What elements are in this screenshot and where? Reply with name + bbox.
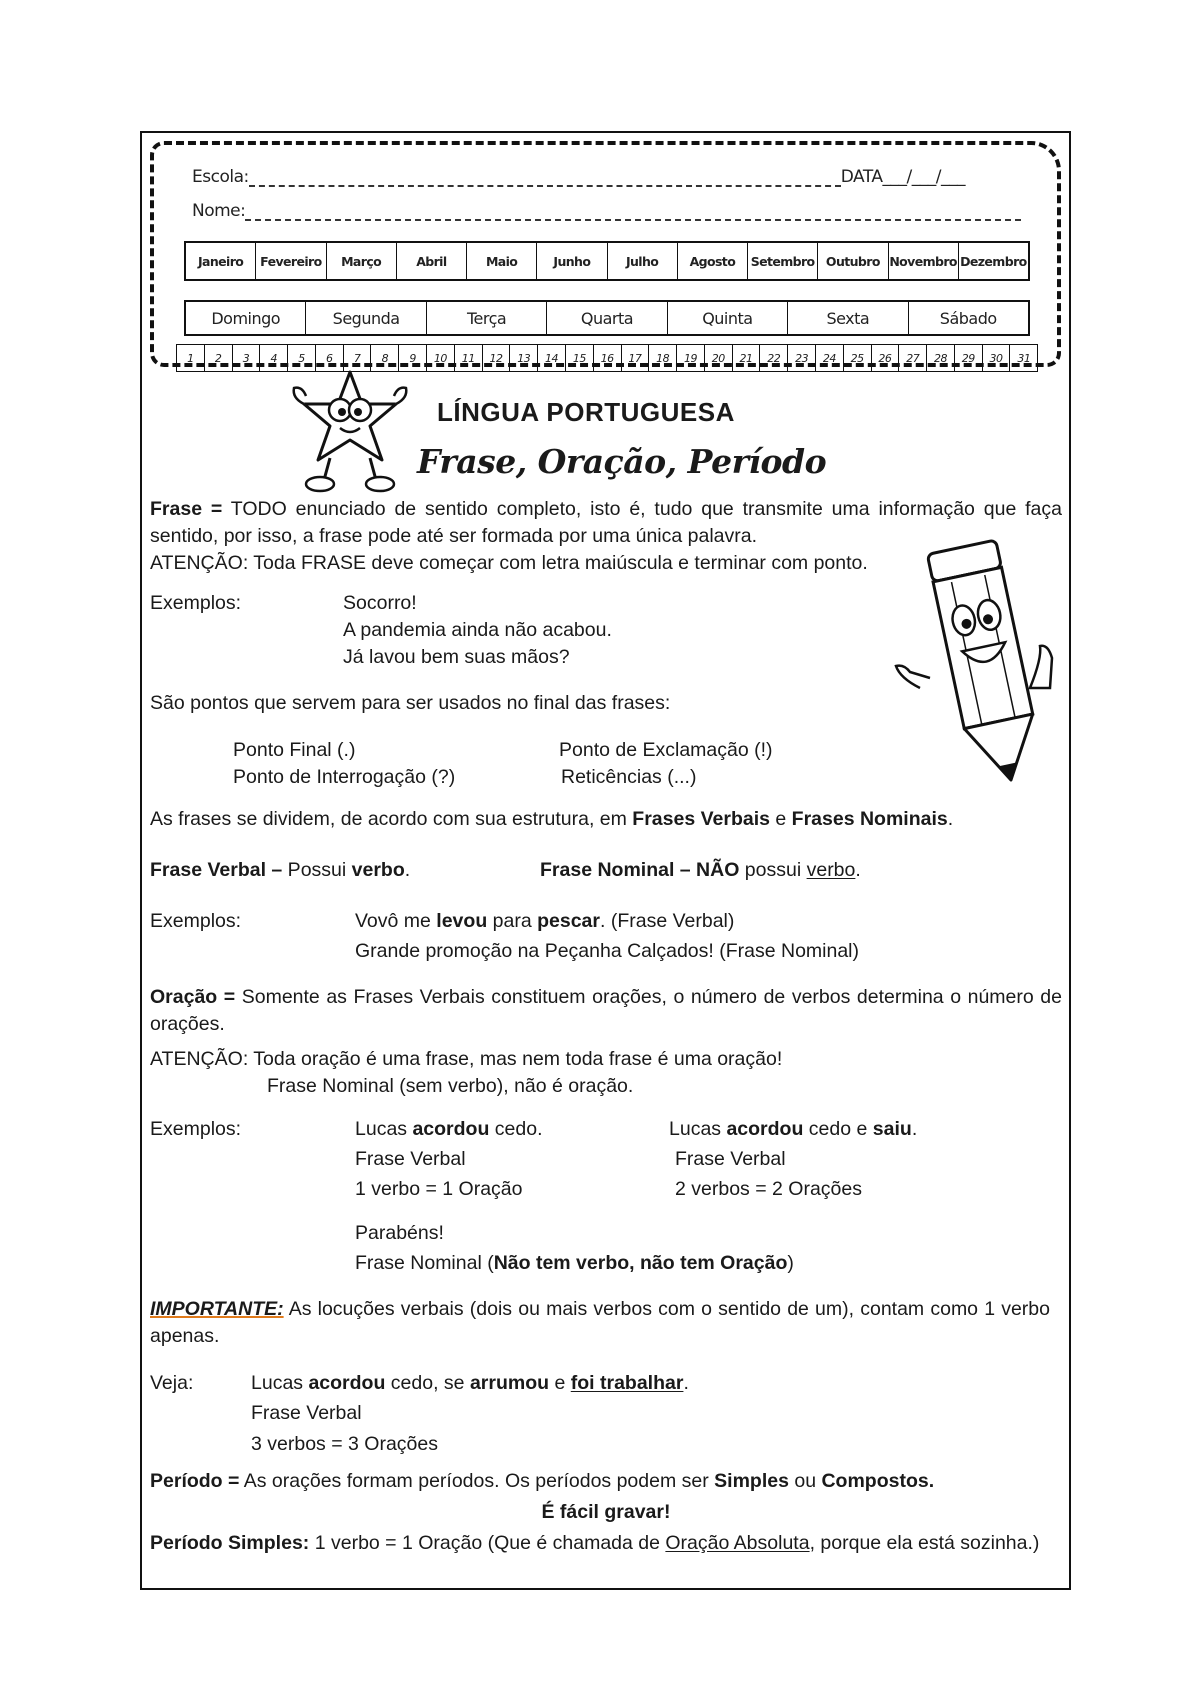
frase-verbal-term: Frase Verbal – xyxy=(150,859,283,881)
importante-note xyxy=(150,1296,1050,1350)
points-intro: São pontos que servem para ser usados no final das frases: xyxy=(150,692,671,714)
point-ellipsis: Reticências (...) xyxy=(561,766,697,788)
periodo-simples-oracao-absoluta: Oração Absoluta xyxy=(665,1532,810,1554)
veja-example-e: e xyxy=(549,1372,571,1394)
frase-verbal-verbo: verbo xyxy=(351,859,405,881)
frase-nominal-end: . xyxy=(855,859,861,881)
veja-label: Veja: xyxy=(150,1372,194,1394)
weekday-cell-2: Segunda xyxy=(306,302,426,334)
day-cell-25: 25 xyxy=(844,345,872,371)
frase-example-2: A pandemia ainda não acabou. xyxy=(343,619,612,641)
day-cell-24: 24 xyxy=(816,345,844,371)
oracao-example-1-verb: acordou xyxy=(412,1118,490,1140)
types-example-1-verb: levou xyxy=(436,910,488,932)
frase-definition xyxy=(150,496,1062,550)
name-line xyxy=(192,201,1021,221)
oracao-definition-text: Somente as Frases Verbais constituem orações, o número de verbos determina o número de orações. xyxy=(150,986,1062,1035)
day-cell-20: 20 xyxy=(705,345,733,371)
day-cell-1: 1 xyxy=(177,345,205,371)
oracao-definition xyxy=(150,984,1062,1038)
weekday-cell-7: Sábado xyxy=(939,308,997,328)
school-fill-line xyxy=(249,185,841,187)
periodo-term: Período = xyxy=(150,1470,240,1492)
day-cell-29: 29 xyxy=(955,345,983,371)
day-cell-3: 3 xyxy=(233,345,261,371)
oracao-example-3-type-a: Frase Nominal ( xyxy=(355,1252,494,1274)
veja-example-a: Lucas xyxy=(251,1372,309,1394)
frase-definition-text: TODO enunciado de sentido completo, isto é, tudo que transmite uma informação que faça sentido, por isso, a frase pode até ser formada por uma única palavra. xyxy=(150,498,1063,547)
month-cell-11: Novembro xyxy=(889,243,959,279)
types-example-1-a: Vovô me xyxy=(355,910,437,932)
oracao-example-2-verb: acordou xyxy=(726,1118,804,1140)
oracao-example-2-count: 2 verbos = 2 Orações xyxy=(675,1178,862,1200)
day-cell-19: 19 xyxy=(677,345,705,371)
frase-nominal-text: possui xyxy=(739,859,807,881)
point-exclamation: Ponto de Exclamação (!) xyxy=(559,739,773,761)
frase-example-1: Socorro! xyxy=(343,592,417,614)
periodo-simples-term: Período Simples: xyxy=(150,1532,310,1554)
name-label: Nome: xyxy=(192,201,246,221)
oracao-attention-1: ATENÇÃO: Toda oração é uma frase, mas nem toda frase é uma oração! xyxy=(150,1048,783,1070)
day-cell-16: 16 xyxy=(594,345,622,371)
frase-example-3: Já lavou bem suas mãos? xyxy=(343,646,570,668)
day-cell-22: 22 xyxy=(760,345,788,371)
day-cell-17: 17 xyxy=(622,345,650,371)
frase-verbal-text: Possui xyxy=(282,859,352,881)
weekday-cell-6: Sexta xyxy=(788,302,908,334)
frase-nominal-verbo: verbo xyxy=(806,859,856,881)
oracao-attention-2: Frase Nominal (sem verbo), não é oração. xyxy=(267,1075,634,1097)
day-cell-28: 28 xyxy=(927,345,955,371)
oracao-example-1-c: cedo. xyxy=(489,1118,543,1140)
veja-example-count: 3 verbos = 3 Orações xyxy=(251,1433,438,1455)
frase-nominal-term: Frase Nominal – NÃO xyxy=(540,859,740,881)
day-cell-7: 7 xyxy=(344,345,372,371)
periodo-simples-definition xyxy=(150,1530,1062,1557)
pencil-mascot-illustration xyxy=(890,538,1060,808)
types-intro-text: As frases se dividem, de acordo com sua estrutura, em xyxy=(150,808,633,830)
oracao-example-2-verb-2: saiu xyxy=(872,1118,912,1140)
months-row xyxy=(184,241,1030,281)
types-example-1 xyxy=(355,908,734,935)
day-cell-11: 11 xyxy=(455,345,483,371)
oracao-example-3-type-c: ) xyxy=(787,1252,794,1274)
oracao-example-1-count: 1 verbo = 1 Oração xyxy=(355,1178,523,1200)
month-cell-6: Junho xyxy=(537,243,607,279)
day-cell-23: 23 xyxy=(788,345,816,371)
types-intro-end: . xyxy=(947,808,954,830)
oracao-example-3-type xyxy=(355,1250,794,1277)
point-final: Ponto Final (.) xyxy=(233,739,356,761)
weekday-cell-4: Quarta xyxy=(547,302,667,334)
veja-example-end: . xyxy=(683,1372,689,1394)
day-cell-26: 26 xyxy=(872,345,900,371)
importante-text: As locuções verbais (dois ou mais verbos com o sentido de um), contam como 1 verbo apenas. xyxy=(150,1298,1050,1347)
date-label: DATA___/___/___ xyxy=(840,167,965,187)
oracao-example-3-type-bold: Não tem verbo, não tem Oração xyxy=(493,1252,788,1274)
periodo-tip: É fácil gravar! xyxy=(541,1501,671,1523)
day-cell-21: 21 xyxy=(733,345,761,371)
month-cell-12: Dezembro xyxy=(960,253,1027,269)
weekday-cell-3: Terça xyxy=(427,302,547,334)
day-cell-12: 12 xyxy=(483,345,511,371)
point-interrogation: Ponto de Interrogação (?) xyxy=(233,766,456,788)
periodo-simples-c: , porque ela está sozinha.) xyxy=(809,1532,1040,1554)
day-cell-30: 30 xyxy=(983,345,1011,371)
topic-title: Frase, Oração, Período xyxy=(417,442,827,481)
oracao-examples-label: Exemplos: xyxy=(150,1118,242,1140)
types-intro xyxy=(150,806,953,833)
oracao-example-1-a: Lucas xyxy=(355,1118,413,1140)
month-cell-1: Janeiro xyxy=(186,243,256,279)
weekday-cell-1: Domingo xyxy=(186,302,306,334)
oracao-example-2-a: Lucas xyxy=(669,1118,727,1140)
periodo-simples: Simples xyxy=(714,1470,789,1492)
oracao-example-1-type: Frase Verbal xyxy=(355,1148,466,1170)
oracao-example-2-c: cedo e xyxy=(803,1118,873,1140)
month-cell-7: Julho xyxy=(608,243,678,279)
types-example-2: Grande promoção na Peçanha Calçados! (Frase Nominal) xyxy=(355,940,860,962)
types-example-1-e: . (Frase Verbal) xyxy=(600,910,735,932)
day-cell-27: 27 xyxy=(899,345,927,371)
types-intro-nominais: Frases Nominais xyxy=(791,808,948,830)
day-cell-5: 5 xyxy=(288,345,316,371)
month-cell-8: Agosto xyxy=(678,243,748,279)
day-cell-18: 18 xyxy=(649,345,677,371)
frase-attention: ATENÇÃO: Toda FRASE deve começar com letra maiúscula e terminar com ponto. xyxy=(150,552,868,574)
month-cell-10: Outubro xyxy=(818,243,888,279)
name-fill-line xyxy=(245,219,1021,221)
month-cell-9: Setembro xyxy=(748,243,818,279)
periodo-definition xyxy=(150,1468,934,1495)
month-cell-4: Abril xyxy=(397,243,467,279)
oracao-example-3: Parabéns! xyxy=(355,1222,444,1244)
day-cell-15: 15 xyxy=(566,345,594,371)
day-cell-13: 13 xyxy=(510,345,538,371)
periodo-text-c: ou xyxy=(788,1470,822,1492)
types-example-1-c: para xyxy=(487,910,538,932)
periodo-text-a: As orações formam períodos. Os períodos podem ser xyxy=(239,1470,715,1492)
veja-example-c: cedo, se xyxy=(385,1372,470,1394)
day-cell-10: 10 xyxy=(427,345,455,371)
oracao-term: Oração = xyxy=(150,986,236,1008)
day-cell-8: 8 xyxy=(371,345,399,371)
month-cell-3: Março xyxy=(327,243,397,279)
periodo-compostos: Compostos. xyxy=(821,1470,935,1492)
weekdays-row xyxy=(184,300,1030,336)
periodo-simples-a: 1 verbo = 1 Oração (Que é chamada de xyxy=(309,1532,666,1554)
oracao-example-2-e: . xyxy=(911,1118,918,1140)
types-intro-verbais: Frases Verbais xyxy=(632,808,770,830)
types-intro-and: e xyxy=(769,808,792,830)
types-example-1-verb-2: pescar xyxy=(537,910,600,932)
importante-label: IMPORTANTE: xyxy=(150,1298,284,1320)
star-mascot-illustration xyxy=(290,368,410,498)
veja-example-verb-1: acordou xyxy=(308,1372,386,1394)
school-label: Escola: xyxy=(192,167,249,187)
oracao-example-2-type: Frase Verbal xyxy=(675,1148,786,1170)
school-line xyxy=(192,167,965,187)
veja-example-type: Frase Verbal xyxy=(251,1402,362,1424)
frase-examples-label: Exemplos: xyxy=(150,592,242,614)
day-cell-31: 31 xyxy=(1017,351,1031,365)
subject-title: LÍNGUA PORTUGUESA xyxy=(437,397,735,427)
weekday-cell-5: Quinta xyxy=(668,302,788,334)
day-cell-4: 4 xyxy=(260,345,288,371)
day-cell-2: 2 xyxy=(205,345,233,371)
day-cell-6: 6 xyxy=(316,345,344,371)
veja-example xyxy=(251,1370,689,1397)
month-cell-2: Fevereiro xyxy=(256,243,326,279)
day-cell-14: 14 xyxy=(538,345,566,371)
veja-example-locucao: foi trabalhar xyxy=(570,1372,684,1394)
veja-example-verb-2: arrumou xyxy=(469,1372,550,1394)
day-cell-9: 9 xyxy=(399,345,427,371)
types-examples-label: Exemplos: xyxy=(150,910,242,932)
oracao-example-2 xyxy=(669,1116,917,1143)
frase-nominal-definition xyxy=(540,857,861,884)
frase-verbal-definition xyxy=(150,857,410,884)
month-cell-5: Maio xyxy=(467,243,537,279)
frase-term: Frase = xyxy=(150,498,223,520)
frase-verbal-end: . xyxy=(404,859,411,881)
oracao-example-1 xyxy=(355,1116,543,1143)
header-dashed-box xyxy=(150,141,1061,367)
